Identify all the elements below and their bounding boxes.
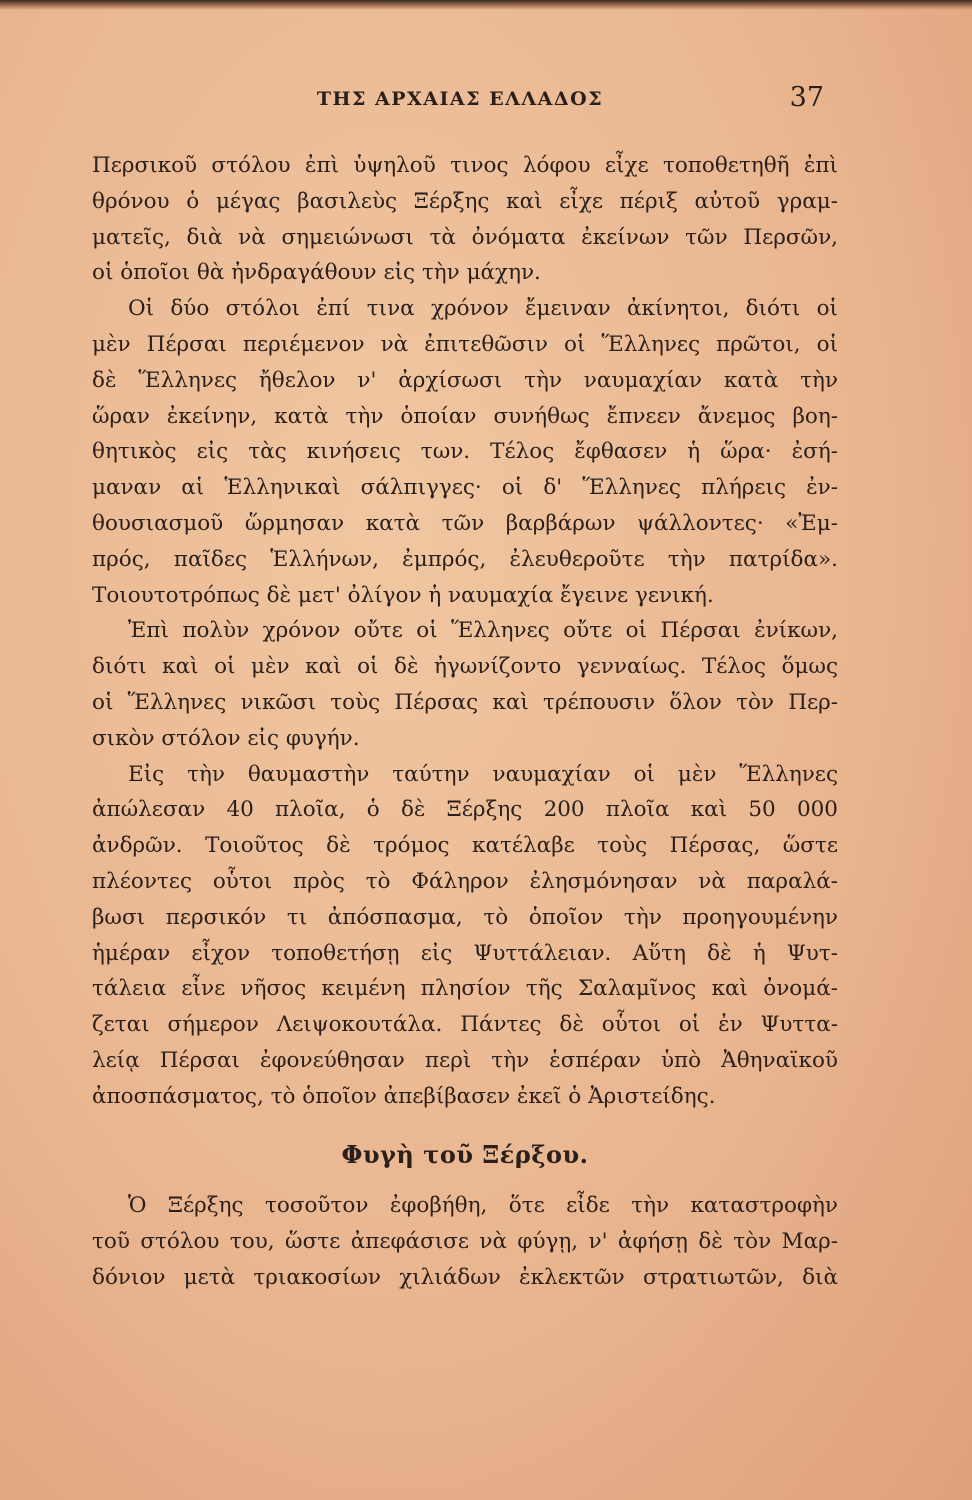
text-line: ἀποσπάσματος, τὸ ὁποῖον ἀπεβίβασεν ἐκεῖ ὁ Ἀριστείδης. <box>92 1083 716 1109</box>
running-title: ΤΗΣ ΑΡΧΑΙΑΣ ΕΛΛΑΔΟΣ <box>316 88 604 110</box>
text-line: Ὁ Ξέρξης τοσοῦτον ἐφοβήθη, ὅτε εἶδε τὴν καταστροφὴν <box>128 1193 838 1219</box>
text-line: δὲ Ἕλληνες ἤθελον ν' ἀρχίσωσι τὴν ναυμαχίαν κατὰ τὴν <box>92 367 838 393</box>
running-head <box>80 82 840 122</box>
text-line: ζεται σήμερον Λειψοκουτάλα. Πάντες δὲ οὗτοι οἱ ἐν Ψυττα- <box>92 1012 838 1038</box>
section-heading: Φυγὴ τοῦ Ξέρξου. <box>341 1139 589 1169</box>
page-top-edge <box>0 0 972 10</box>
text-line: ἀπώλεσαν 40 πλοῖα, ὁ δὲ Ξέρξης 200 πλοῖα καὶ 50 000 <box>92 797 838 823</box>
text-line: Εἰς τὴν θαυμαστὴν ταύτην ναυμαχίαν οἱ μὲν Ἕλληνες <box>128 761 838 787</box>
text-line: πλέοντες οὗτοι πρὸς τὸ Φάληρον ἐλησμόνησαν νὰ παραλά- <box>92 868 838 894</box>
text-line: διότι καὶ οἱ μὲν καὶ οἱ δὲ ἠγωνίζοντο γενναίως. Τέλος ὅμως <box>92 654 838 680</box>
text-line: Ἐπὶ πολὺν χρόνον οὔτε οἱ Ἕλληνες οὔτε οἱ Πέρσαι ἐνίκων, <box>128 618 838 644</box>
text-line: Περσικοῦ στόλου ἐπὶ ὑψηλοῦ τινος λόφου εἶχε τοποθετηθῆ ἐπὶ <box>92 153 838 178</box>
text-line: ἡμέραν εἶχον τοποθετήσῃ εἰς Ψυττάλειαν. Αὕτη δὲ ἡ Ψυτ- <box>92 940 838 966</box>
text-line: σικὸν στόλον εἰς φυγήν. <box>92 725 360 751</box>
text-line: βωσι περσικόν τι ἀπόσπασμα, τὸ ὁποῖον τὴν προηγουμένην <box>92 904 838 930</box>
body-text <box>92 148 838 1296</box>
text-line: οἱ Ἕλληνες νικῶσι τοὺς Πέρσας καὶ τρέπουσιν ὅλον τὸν Περ- <box>92 689 838 715</box>
text-line: μαναν αἱ Ἑλληνικαὶ σάλπιγγες· οἱ δ' Ἕλληνες πλήρεις ἐν- <box>92 475 838 501</box>
text-line: θρόνου ὁ μέγας βασιλεὺς Ξέρξης καὶ εἶχε πέριξ αὐτοῦ γραμ- <box>92 188 838 214</box>
text-line: πρός, παῖδες Ἑλλήνων, ἐμπρός, ἐλευθεροῦτε τὴν πατρίδα». <box>92 546 838 572</box>
text-line: θητικὸς εἰς τὰς κινήσεις των. Τέλος ἔφθασεν ἡ ὥρα· ἐσή- <box>92 439 838 465</box>
text-line: λείᾳ Πέρσαι ἐφονεύθησαν περὶ τὴν ἑσπέραν ὑπὸ Ἀθηναϊκοῦ <box>92 1047 838 1073</box>
text-line: ματεῖς, διὰ νὰ σημειώνωσι τὰ ὀνόματα ἐκείνων τῶν Περσῶν, <box>92 224 838 250</box>
text-line: τάλεια εἶνε νῆσος κειμένη πλησίον τῆς Σαλαμῖνος καὶ ὀνομά- <box>92 976 838 1002</box>
text-line: ὥραν ἐκείνην, κατὰ τὴν ὁποίαν συνήθως ἔπνεεν ἄνεμος βοη- <box>92 403 838 429</box>
page-number: 37 <box>789 82 824 113</box>
text-line: τοῦ στόλου του, ὥστε ἀπεφάσισε νὰ φύγῃ, ν' ἀφήσῃ δὲ τὸν Μαρ- <box>92 1229 838 1255</box>
text-line: θουσιασμοῦ ὥρμησαν κατὰ τῶν βαρβάρων ψάλλοντες· «Ἐμ- <box>92 510 838 536</box>
text-line: Οἱ δύο στόλοι ἐπί τινα χρόνον ἔμειναν ἀκίνητοι, διότι οἱ <box>128 296 838 322</box>
text-line: Τοιουτοτρόπως δὲ μετ' ὀλίγον ἡ ναυμαχία ἔγεινε γενική. <box>92 582 714 608</box>
text-line: μὲν Πέρσαι περιέμενον νὰ ἐπιτεθῶσιν οἱ Ἕλληνες πρῶτοι, οἱ <box>92 331 838 357</box>
text-line: δόνιον μετὰ τριακοσίων χιλιάδων ἐκλεκτῶν στρατιωτῶν, διὰ <box>92 1264 838 1290</box>
text-line: οἱ ὁποῖοι θὰ ἠνδραγάθουν εἰς τὴν μάχην. <box>92 260 541 286</box>
text-line: ἀνδρῶν. Τοιοῦτος δὲ τρόμος κατέλαβε τοὺς Πέρσας, ὥστε <box>92 833 838 859</box>
